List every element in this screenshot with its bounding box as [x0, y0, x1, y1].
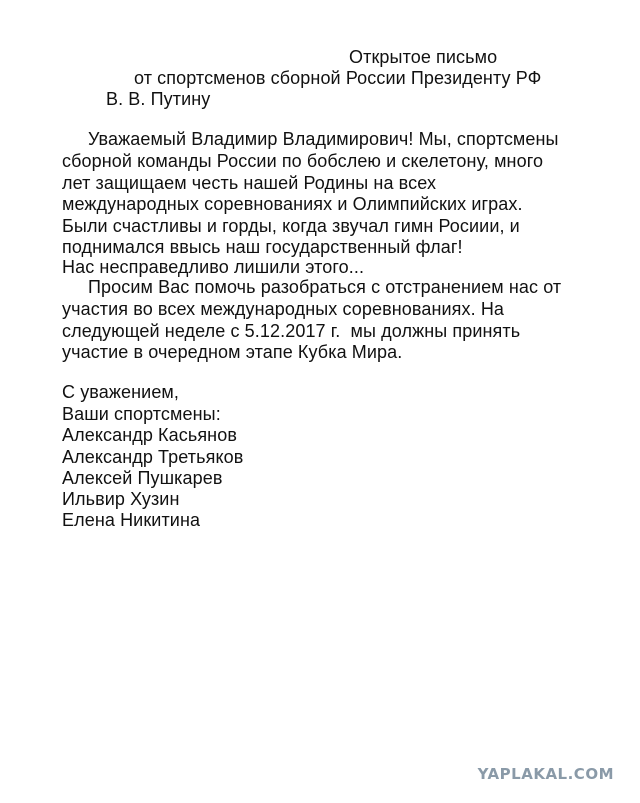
letter-title: Открытое письмо	[349, 47, 498, 67]
signatory-name: Алексей Пушкарев	[62, 468, 223, 488]
signatory-name: Александр Третьяков	[62, 447, 244, 467]
paragraph-line: следующей неделе с 5.12.2017 г. мы должны принять	[62, 321, 521, 341]
paragraph-line: Уважаемый Владимир Владимирович! Мы, спортсмены	[88, 129, 559, 149]
paragraph-line: участия во всех международных соревнованиях. На	[62, 299, 505, 319]
letter-addressee-line: от спортсменов сборной России Президенту РФ	[134, 68, 542, 88]
paragraph-line: Нас несправедливо лишили этого...	[62, 257, 365, 277]
signatory-name: Елена Никитина	[62, 510, 201, 530]
paragraph-line: поднимался ввысь наш государственный флаг!	[62, 237, 463, 257]
paragraph-line: международных соревнованиях и Олимпийских играх.	[62, 194, 523, 214]
site-watermark: YAPLAKAL.COM	[477, 765, 614, 783]
letter-addressee-name: В. В. Путину	[106, 89, 211, 109]
paragraph-line: Просим Вас помочь разобраться с отстранением нас от	[88, 277, 562, 297]
closing-line: Ваши спортсмены:	[62, 404, 221, 424]
paragraph-line: сборной команды России по бобслею и скелетону, много	[62, 151, 544, 171]
paragraph-line: лет защищаем честь нашей Родины на всех	[62, 173, 437, 193]
signatory-name: Александр Касьянов	[62, 425, 237, 445]
paragraph-line: участие в очередном этапе Кубка Мира.	[62, 342, 403, 362]
paragraph-line: Были счастливы и горды, когда звучал гимн Росиии, и	[62, 216, 520, 236]
signatory-name: Ильвир Хузин	[62, 489, 180, 509]
closing-line: С уважением,	[62, 382, 180, 402]
